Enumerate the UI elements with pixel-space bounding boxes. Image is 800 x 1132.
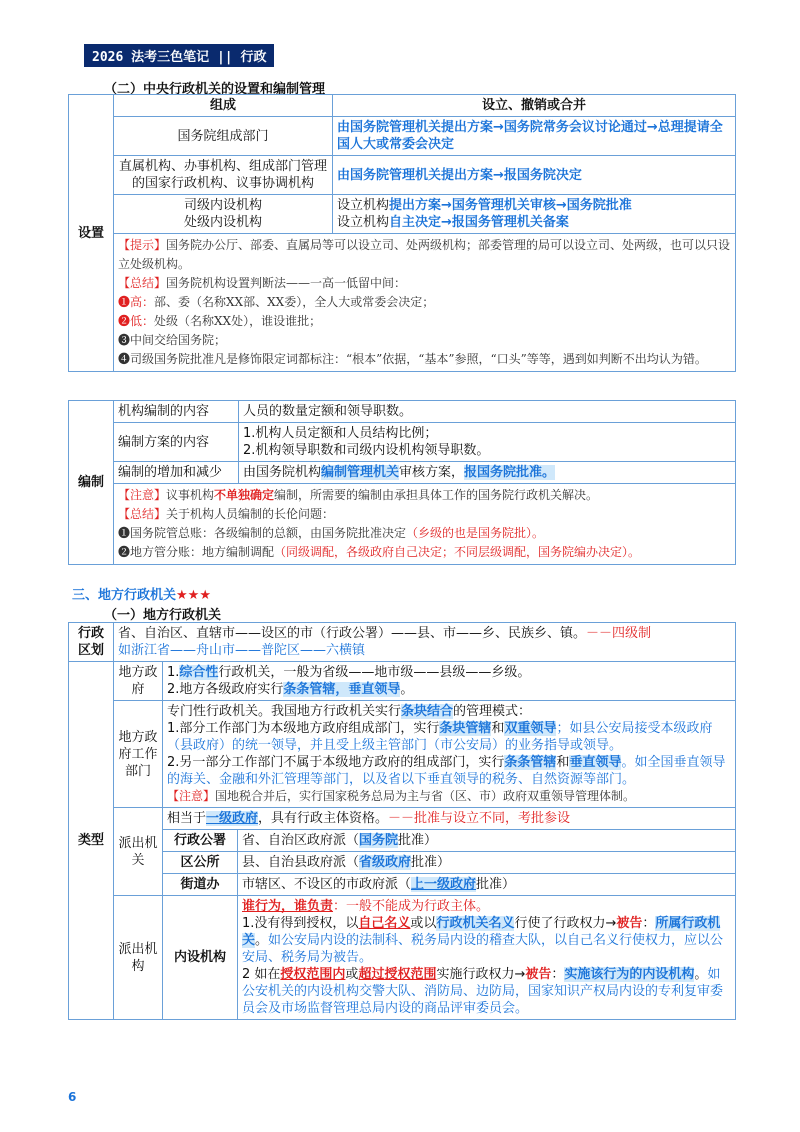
ns-2g: ： <box>551 967 565 982</box>
division-setup-b: 自主决定→报国务管理机关备案 <box>389 215 569 230</box>
dept-3c: 和 <box>556 755 570 770</box>
gov-1b: 综合性 <box>179 665 219 680</box>
row-internal-procedure <box>333 195 736 234</box>
summary-bureau: ❹司级国务院批准凡是修饰限定词都标注：“根本”依据，“基本”参照，“口头”等等，遇到如判断不出均认为错。 <box>118 352 707 366</box>
page-number: 6 <box>68 1090 77 1104</box>
ns-0a: 谁行为，谁负责 <box>242 899 334 914</box>
division-content <box>114 623 736 662</box>
pc-1a: 省、自治区政府派（ <box>242 833 360 848</box>
ns-1h: 所属行政机关 <box>242 916 721 948</box>
staffing-change-a: 由国务院机构 <box>243 465 322 480</box>
staffing-note-b: 不单独确定 <box>214 488 275 502</box>
summary-tag: 【总结】 <box>118 276 167 290</box>
ns-1a: 1.没有得到授权，以 <box>242 916 359 931</box>
ns-2f: 被告 <box>525 967 552 982</box>
ns-1d: 行政机关名义 <box>436 916 515 931</box>
ns-1j: 如公安局内设的法制科、税务局内设的稽查大队，以自己名义行使权力，应以公安局、税务局为被告。 <box>242 933 724 965</box>
dept-3b: 条条管辖 <box>504 755 557 770</box>
local-agency-table <box>68 622 736 1020</box>
summary-high-tag: ❶高： <box>118 295 155 309</box>
dept-2c: 和 <box>491 721 505 736</box>
staffing-note-c: 编制，所需要的编制由承担具体工作的国务院行政机关解决。 <box>274 488 599 502</box>
ns-0b: ：一般不能成为行政主体。 <box>333 899 490 914</box>
section-title-local-text: 三、地方行政机关 <box>72 588 177 603</box>
dispatched-organ-label: 派出机关 <box>114 808 163 896</box>
setup-notes <box>114 234 736 372</box>
dispatched-organ-summary <box>163 808 736 830</box>
division-level-label: 处级内设机构 <box>183 215 262 230</box>
section-title-central: （二）中央行政机关的设置和编制管理 <box>104 82 326 97</box>
staffing-change-value <box>239 462 736 484</box>
ns-2c: 或 <box>345 967 359 982</box>
ns-2a: 2 如在 <box>242 967 281 982</box>
ns-1f: 被告 <box>616 916 643 931</box>
dispatched-agency-label: 派出机构 <box>114 896 163 1020</box>
staffing-plan-label: 编制方案的内容 <box>114 423 239 462</box>
pc-0c: ，具有行政主体资格。 <box>258 811 389 826</box>
ns-1i: 。 <box>255 933 269 948</box>
street-office-content <box>238 874 736 896</box>
internal-agency-label: 内设机构 <box>163 896 238 1020</box>
row-direct-agencies-procedure: 由国务院管理机关提出方案→报国务院决定 <box>333 156 736 195</box>
ns-1g: ： <box>642 916 656 931</box>
label-division: 行政区划 <box>69 623 114 662</box>
pc-2a: 县、自治县政府派（ <box>242 855 360 870</box>
dept-3e: 。如全国垂直领导的海关、金融和外汇管理等部门，以及省以下垂直领导的税务、自然资源等部门。 <box>167 755 726 787</box>
summary-low-tag: ❷低： <box>118 314 155 328</box>
gov-dept-label: 地方政府工作部门 <box>114 701 163 808</box>
ns-2e: 实施行政权力→ <box>436 967 526 982</box>
dept-2b: 条块管辖 <box>439 721 492 736</box>
summary-high: 部、委（名称XX部、XX委），全人大或常委会决定； <box>154 295 435 309</box>
staffing-sum-2: ❷地方管分账：地方编制调配 <box>118 545 275 559</box>
row-state-council-departments: 国务院组成部门 <box>114 117 333 156</box>
pc-0a: 相当于 <box>167 811 207 826</box>
district-office-content <box>238 852 736 874</box>
pc-1c: 批准） <box>398 833 438 848</box>
subsection-title-local: （一）地方行政机关 <box>104 608 222 623</box>
summary-middle: ❸中间交给国务院； <box>118 333 227 347</box>
pc-2b: 省级政府 <box>359 855 412 870</box>
pc-2c: 批准） <box>411 855 451 870</box>
ns-2i: 。 <box>694 967 708 982</box>
staffing-note-tag: 【注意】 <box>118 488 167 502</box>
summary-low: 处级（名称XX处），谁设谁批； <box>154 314 322 328</box>
street-office-label: 街道办 <box>163 874 238 896</box>
gov-2c: 。 <box>400 682 414 697</box>
admin-office-label: 行政公署 <box>163 830 238 852</box>
internal-agency-content <box>238 896 736 1020</box>
staffing-plan-2: 2.机构领导职数和司级内设机构领导职数。 <box>243 443 490 458</box>
staffing-content-label: 机构编制的内容 <box>114 401 239 423</box>
division-levels: 省、自治区、直辖市——设区的市（行政公署）——县、市——乡、民族乡、镇。 <box>118 626 587 641</box>
header-composition: 组成 <box>114 95 333 117</box>
pc-3a: 市辖区、不设区的市政府派（ <box>242 877 412 892</box>
pc-3c: 批准） <box>476 877 516 892</box>
gov-1a: 1. <box>167 665 180 680</box>
header-establish: 设立、撤销或合并 <box>333 95 736 117</box>
dept-2e: ；如县公安局接受本级政府（县政府）的统一领导，并且受上级主管部门（市公安局）的业务指导或领导。 <box>167 721 713 753</box>
dept-note: 国地税合并后，实行国家税务总局为主与省（区、市）政府双重领导管理体制。 <box>215 789 636 803</box>
local-gov-label: 地方政府 <box>114 662 163 701</box>
page-banner: 2026 法考三色笔记 || 行政 <box>84 44 274 67</box>
dept-2a: 1.部分工作部门为本级地方政府组成部门，实行 <box>167 721 440 736</box>
staffing-sum-1: ❶国务院管总账：各级编制的总额，由国务院批准决定 <box>118 526 407 540</box>
bureau-setup-b: 提出方案→国务管理机关审核→国务院批准 <box>389 198 632 213</box>
ns-1e: 行使了行政权力→ <box>514 916 617 931</box>
staffing-note-a: 议事机构 <box>166 488 215 502</box>
ns-1c: 或以 <box>410 916 437 931</box>
section-title-local <box>72 584 211 603</box>
pc-1b: 国务院 <box>359 833 399 848</box>
ns-2j: 如公安机关的内设机构交警大队、消防局、边防局，国家知识产权局内设的专利复审委员会及市场监督管理总局内设的商品评审委员会。 <box>242 967 724 1016</box>
staffing-change-label: 编制的增加和减少 <box>114 462 239 484</box>
summary-text: 国务院机构设置判断法——一高一低留中间： <box>166 276 407 290</box>
staffing-table <box>68 400 736 565</box>
dept-1c: 的管理模式： <box>453 704 532 719</box>
gov-2b: 条条管辖，垂直领导 <box>283 682 401 697</box>
staffing-change-d: 报国务院批准。 <box>464 465 556 480</box>
ns-2b: 授权范围内 <box>280 967 346 982</box>
staffing-sum-2-red: （同级调配，各级政府自己决定；不同层级调配，国务院编办决定）。 <box>274 545 641 559</box>
district-office-label: 区公所 <box>163 852 238 874</box>
pc-0b: 一级政府 <box>206 811 259 826</box>
staffing-sum-1-red: （乡级的也是国务院批）。 <box>406 526 545 540</box>
dept-3a: 2.另一部分工作部门不属于本级地方政府的组成部门，实行 <box>167 755 505 770</box>
staffing-plan-1: 1.机构人员定额和人员结构比例； <box>243 426 438 441</box>
staffing-content-value: 人员的数量定额和领导职数。 <box>239 401 736 423</box>
staffing-sum: 关于机构人员编制的长伦问题： <box>166 507 335 521</box>
bureau-level-label: 司级内设机构 <box>183 198 262 213</box>
division-setup-a: 设立机构 <box>337 215 390 230</box>
division-note: －－四级制 <box>586 626 652 641</box>
dept-1b: 条块结合 <box>401 704 454 719</box>
dept-2d: 双重领导 <box>504 721 557 736</box>
label-setup: 设置 <box>69 95 114 372</box>
local-gov-content <box>163 662 736 701</box>
pc-0-note: －－批准与设立不同，考批参设 <box>388 811 571 826</box>
gov-2a: 2.地方各级政府实行 <box>167 682 284 697</box>
admin-office-content <box>238 830 736 852</box>
staffing-plan-value <box>239 423 736 462</box>
ns-2h: 实施该行为的内设机构 <box>564 967 695 982</box>
division-example: 如浙江省——舟山市——普陀区——六横镇 <box>118 643 366 658</box>
gov-1c: 行政机关，一般为省级——地市级——县级——乡级。 <box>218 665 531 680</box>
row-direct-agencies: 直属机构、办事机构、组成部门管理的国家行政机构、议事协调机构 <box>114 156 333 195</box>
tip-text: 国务院办公厅、部委、直属局等可以设立司、处两级机构；部委管理的局可以设立司、处两级，也可以只设立处级机构。 <box>118 238 731 271</box>
tip-tag: 【提示】 <box>118 238 167 252</box>
dept-3d: 垂直领导 <box>569 755 622 770</box>
staffing-change-c: 审核方案， <box>399 465 465 480</box>
label-types: 类型 <box>69 662 114 1020</box>
ns-1b: 自己名义 <box>358 916 411 931</box>
gov-dept-content <box>163 701 736 808</box>
dept-note-tag: 【注意】 <box>167 789 216 803</box>
dept-1a: 专门性行政机关。我国地方行政机关实行 <box>167 704 402 719</box>
staffing-notes <box>114 484 736 565</box>
staffing-change-b: 编制管理机关 <box>321 465 400 480</box>
pc-3b: 上一级政府 <box>411 877 477 892</box>
central-agency-table <box>68 94 736 372</box>
label-staffing: 编制 <box>69 401 114 565</box>
row-bureau-level <box>114 195 333 234</box>
section-title-stars: ★★★ <box>176 588 211 603</box>
row-state-council-procedure: 由国务院管理机关提出方案→国务院常务会议讨论通过→总理提请全国人大或常委会决定 <box>333 117 736 156</box>
ns-2d: 超过授权范围 <box>358 967 437 982</box>
staffing-sum-tag: 【总结】 <box>118 507 167 521</box>
bureau-setup-a: 设立机构 <box>337 198 390 213</box>
